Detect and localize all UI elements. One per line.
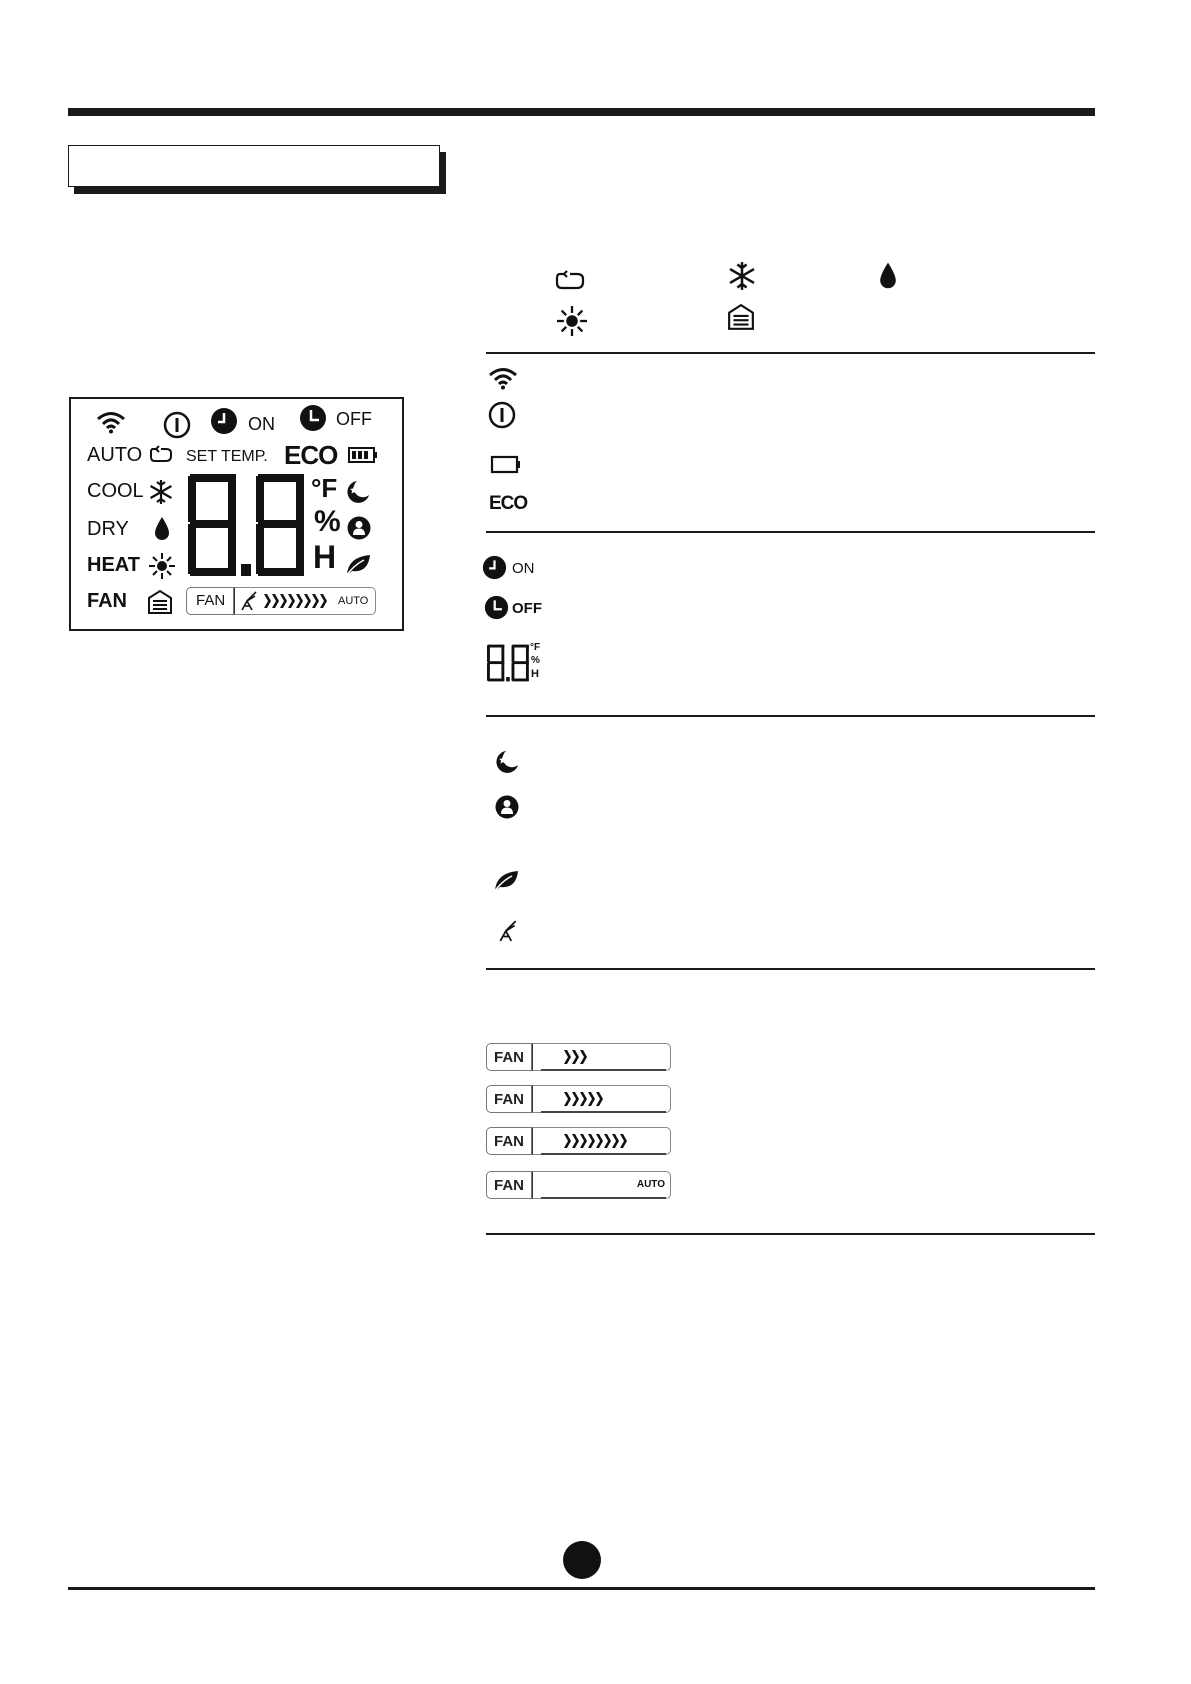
fan-speed-arrow <box>612 1134 619 1148</box>
lcd-heat-label: HEAT <box>87 554 140 576</box>
lcd-fanbar-label: FAN <box>196 592 226 609</box>
fan-mode-icon <box>147 589 173 615</box>
lcd-on-label: ON <box>248 414 275 434</box>
fan-speed-arrow <box>596 1134 603 1148</box>
fan-speed-arrow <box>620 1134 627 1148</box>
power-icon <box>488 401 516 429</box>
snowflake-icon <box>727 261 757 291</box>
top-rule <box>68 108 1095 116</box>
leaf-icon <box>492 869 520 893</box>
fan-speed-arrows <box>564 1134 628 1148</box>
sleep-icon <box>345 479 371 505</box>
page-number-circle <box>563 1541 601 1579</box>
lcd-fan-bar <box>186 587 376 615</box>
fan-speed-arrow <box>564 1050 571 1064</box>
lcd-unit-f: °F <box>311 473 338 503</box>
wifi-icon <box>488 367 518 389</box>
divider <box>486 531 1095 533</box>
fan-level-bar <box>486 1127 671 1155</box>
person-icon <box>347 516 371 540</box>
sleep-icon <box>494 749 520 775</box>
fan-speed-arrow <box>572 1050 579 1064</box>
lcd-off-label: OFF <box>336 409 372 429</box>
timer-on-icon <box>210 407 238 435</box>
legend-digits-unit-f: °F <box>530 642 541 653</box>
fan-speed-arrow <box>580 1092 587 1106</box>
fan-speed-arrows <box>564 1050 588 1064</box>
divider <box>486 968 1095 970</box>
person-icon <box>495 795 519 819</box>
fan-speed-arrow <box>580 1050 587 1064</box>
snowflake-icon <box>148 479 174 505</box>
sun-icon <box>557 306 587 336</box>
fan-speed-arrow <box>604 1134 611 1148</box>
lcd-eco-label: ECO <box>284 440 338 470</box>
lcd-dry-label: DRY <box>87 518 129 540</box>
lcd-panel <box>69 397 404 631</box>
legend-timer-off-label: OFF <box>512 600 542 617</box>
auto-icon <box>150 445 172 463</box>
fan-level-label: FAN <box>486 1171 532 1199</box>
lcd-digit-display <box>188 474 310 576</box>
lcd-fan-speed-arrows <box>264 594 332 608</box>
lcd-unit-h: H <box>313 539 337 575</box>
swing-icon <box>240 591 258 611</box>
fan-speed-arrow <box>564 1092 571 1106</box>
fan-level-label: FAN <box>486 1043 532 1071</box>
divider <box>486 352 1095 354</box>
legend-digits-unit-percent: % <box>531 655 540 666</box>
section-header-box <box>68 145 440 187</box>
fan-speed-arrow <box>572 1092 579 1106</box>
fan-speed-arrow <box>572 1134 579 1148</box>
fan-level-bar <box>486 1085 671 1113</box>
fan-level-label: FAN <box>486 1127 532 1155</box>
legend-timer-on-label: ON <box>512 560 535 577</box>
battery-icon <box>491 455 521 475</box>
divider <box>486 1233 1095 1235</box>
legend-eco-label: ECO <box>489 493 528 514</box>
swing-icon <box>498 920 518 942</box>
lcd-fan-label: FAN <box>87 590 127 612</box>
fan-speed-arrow <box>588 1092 595 1106</box>
fan-level-label: FAN <box>486 1085 532 1113</box>
timer-on-icon <box>482 555 507 580</box>
lcd-set-temp-label: SET TEMP. <box>186 448 268 465</box>
wifi-icon <box>96 411 126 433</box>
fan-level-track <box>532 1043 671 1071</box>
leaf-icon <box>344 553 372 577</box>
divider <box>486 715 1095 717</box>
power-icon <box>163 411 191 439</box>
fan-level-bar <box>486 1043 671 1071</box>
fan-speed-arrow <box>588 1134 595 1148</box>
battery-icon <box>348 446 378 464</box>
legend-digits-unit-h: H <box>531 668 539 680</box>
drop-icon <box>878 261 898 291</box>
timer-off-icon <box>299 404 327 432</box>
auto-icon <box>556 270 584 290</box>
lcd-unit-percent: % <box>314 505 341 538</box>
timer-off-icon <box>484 595 509 620</box>
drop-icon <box>153 516 171 542</box>
lcd-fanbar-auto: AUTO <box>338 595 369 607</box>
fan-mode-icon <box>727 303 755 331</box>
fan-speed-arrow <box>580 1134 587 1148</box>
lcd-auto-label: AUTO <box>87 444 143 466</box>
legend-digit-display <box>487 644 531 682</box>
bottom-rule <box>68 1587 1095 1590</box>
fan-level-bar <box>486 1171 671 1199</box>
fan-speed-arrow <box>596 1092 603 1106</box>
sun-icon <box>149 553 175 579</box>
fan-speed-arrow <box>564 1134 571 1148</box>
fan-speed-arrows <box>564 1092 604 1106</box>
lcd-cool-label: COOL <box>87 480 144 502</box>
fan-level-auto: AUTO <box>636 1179 665 1190</box>
